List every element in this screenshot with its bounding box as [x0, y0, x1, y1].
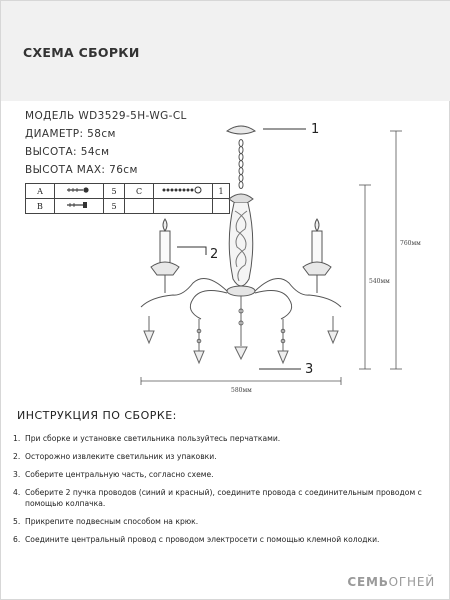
- step-number: 2.: [13, 452, 21, 461]
- part-letter: C: [125, 184, 154, 199]
- step-number: 3.: [13, 470, 21, 479]
- list-item: [13, 487, 445, 509]
- diameter-spec: ДИАМЕТР: 58см: [25, 128, 116, 140]
- step-text: Соберите центральную часть, согласно схеме.: [25, 470, 214, 479]
- callout-2: 2: [210, 247, 219, 262]
- part-letter: A: [26, 184, 55, 199]
- list-item: [13, 433, 445, 444]
- dim-height-max-label: 760мм: [400, 240, 421, 247]
- dim-width-label: 580мм: [231, 387, 252, 394]
- instructions-list: [13, 433, 445, 552]
- chandelier-drawing: [1, 111, 450, 401]
- part-qty: 5: [104, 199, 125, 214]
- list-item: [13, 534, 445, 545]
- list-item: [13, 469, 445, 480]
- chain: [239, 140, 243, 189]
- list-item: [13, 451, 445, 462]
- step-text: Осторожно извлеките светильник из упаковки.: [25, 452, 217, 461]
- step-number: 5.: [13, 517, 21, 526]
- dim-height-label: 540мм: [369, 278, 390, 285]
- model-name: МОДЕЛЬ WD3529-5H-WG-CL: [25, 110, 187, 122]
- brand-part1: СЕМЬ: [347, 575, 389, 589]
- part-qty: 5: [104, 184, 125, 199]
- step-text: Соедините центральный провод с проводом электросети с помощью клемной колодки.: [25, 535, 380, 544]
- step-text: Соберите 2 пучка проводов (синий и красный), соедините провода с соединительным проводом с помощью колпачка.: [25, 488, 422, 508]
- step-number: 1.: [13, 434, 21, 443]
- part-letter: B: [26, 199, 55, 214]
- height-max-spec: ВЫСОТА MAX: 76см: [25, 164, 138, 176]
- height-spec: ВЫСОТА: 54см: [25, 146, 110, 158]
- list-item: [13, 516, 445, 527]
- crystal-strands: [144, 296, 338, 363]
- canopy: [227, 126, 255, 134]
- step-number: 4.: [13, 488, 21, 497]
- instructions-title: ИНСТРУКЦИЯ ПО СБОРКЕ:: [17, 409, 177, 422]
- step-number: 6.: [13, 535, 21, 544]
- callout-1: 1: [311, 122, 320, 137]
- brand-part2: ОГНЕЙ: [388, 575, 435, 589]
- step-text: Прикрепите подвесным способом на крюк.: [25, 517, 199, 526]
- callout-3: 3: [305, 362, 314, 377]
- header-bar: [1, 1, 450, 101]
- page-title: СХЕМА СБОРКИ: [23, 45, 140, 60]
- brand-logo: [347, 575, 435, 589]
- part-qty: 1: [213, 184, 230, 199]
- step-text: При сборке и установке светильника пользуйтесь перчатками.: [25, 434, 281, 443]
